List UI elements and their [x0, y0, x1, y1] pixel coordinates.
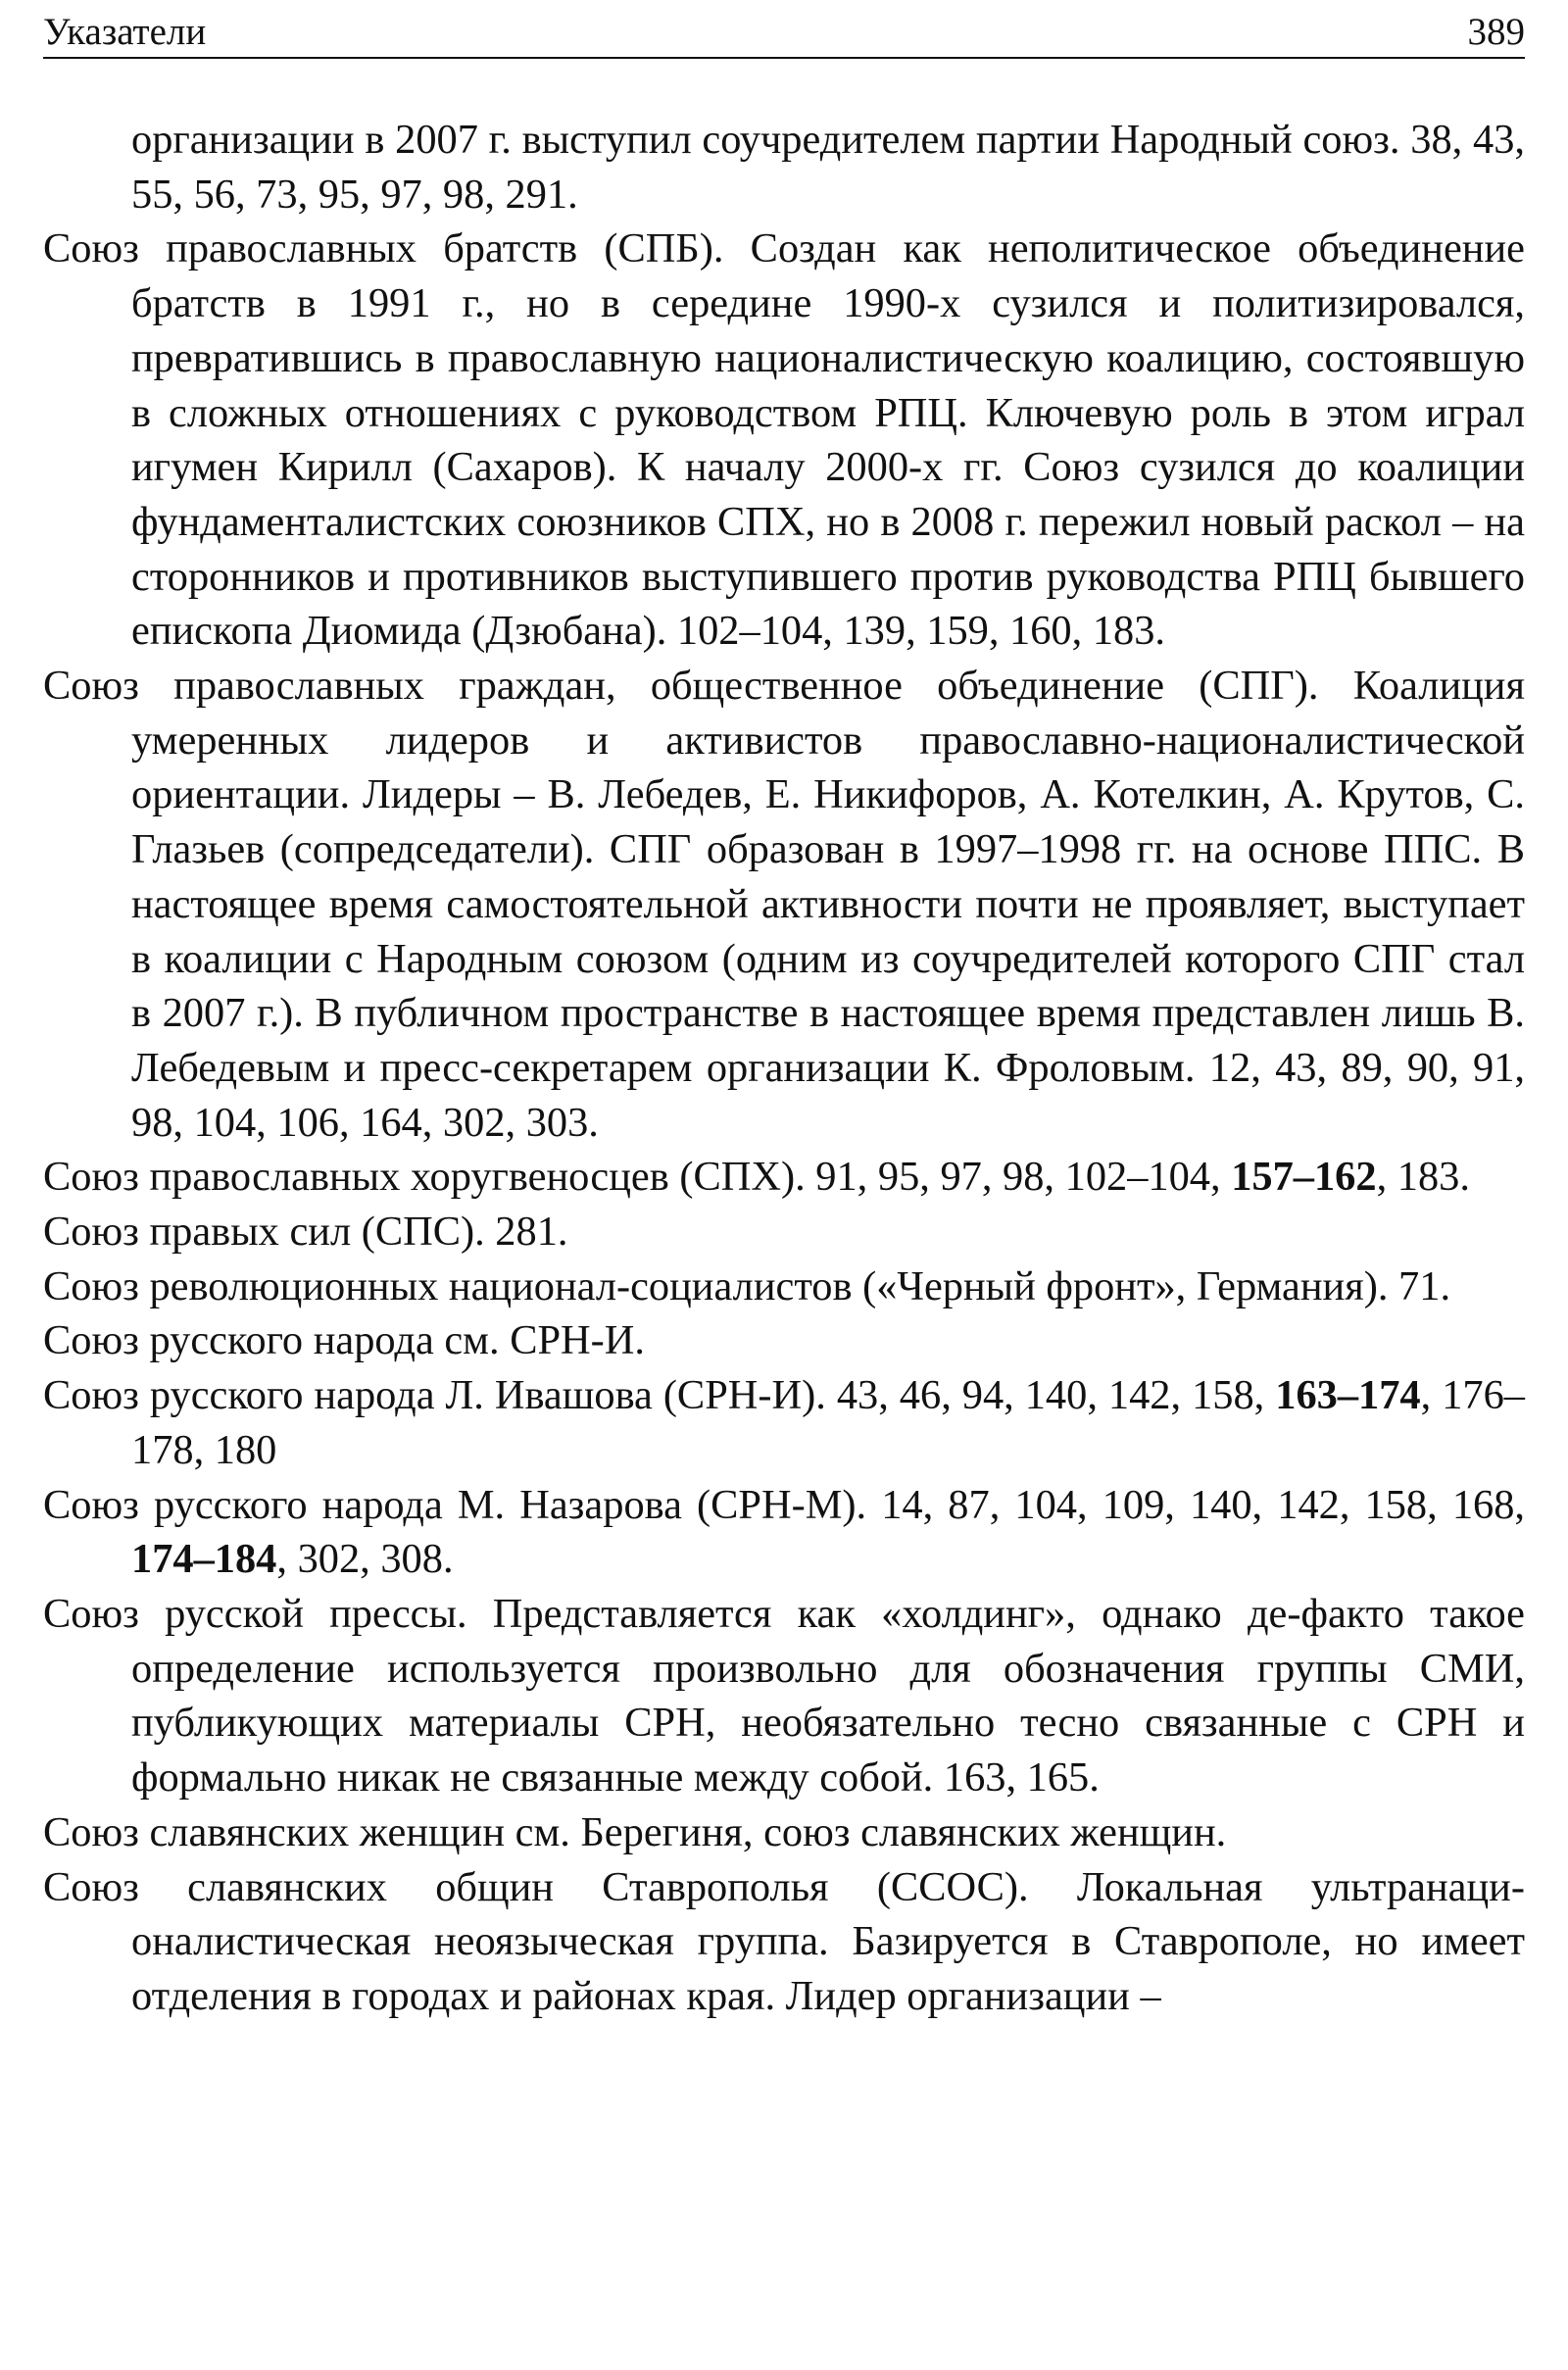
- index-entry-slavic-women: [43, 1805, 1525, 1860]
- index-entry-sph: [43, 1150, 1525, 1205]
- entry-text-after: , 302, 308.: [276, 1536, 454, 1583]
- entry-text-after: , 176–178, 180: [131, 1372, 1525, 1473]
- index-entry-ssos: [43, 1860, 1525, 2024]
- entry-text: Союз революционных национал-социалистов («Черный фронт», Германия). 71.: [43, 1262, 1451, 1309]
- entry-text: Союз православных граждан, общественное объединение (СПГ). Коалиция умеренных лидеров и активистов православно-националистической ориентации. Лидеры – В. Лебедев, Е. Никифоров, А. Котелкин, А. Крутов, С. Глазьев (сопредседатели). СПГ образован в 1997–1998 гг. на основе ППС. В настоящее время самостоятельной активности почти не проявляет, выступает в коалиции с Народным союзом (одним из соучредителей которого СПГ стал в 2007 г.). В публичном пространстве в настоящее время представлен лишь В. Лебедевым и пресс-секретарем организации К. Фроловым. 12, 43, 89, 90, 91, 98, 104, 106, 164, 302, 303.: [43, 663, 1525, 1146]
- index-entry-srn-i: [43, 1368, 1525, 1477]
- header-rule: [43, 57, 1525, 59]
- entry-text: организации в 2007 г. выступил соучредителем партии Народный союз. 38, 43, 55, 56, 73, 95, 97, 98, 291.: [131, 117, 1525, 218]
- entry-text: Союз славянских общин Ставрополья (ССОС). Локальная ультранационалистическая неоязыческая группа. Базируется в Ставрополе, но имеет отделения в городах и районах края. Лидер организации –: [43, 1863, 1525, 2019]
- index-entry-sps: [43, 1205, 1525, 1259]
- index-entry-black-front: [43, 1259, 1525, 1314]
- index-entry-russian-press: [43, 1587, 1525, 1805]
- entry-text: Союз русской прессы. Представляется как «холдинг», однако де-факто такое определение используется произвольно для обозначения группы СМИ, публикующих материалы СРН, необязательно тесно связанные с СРН и формально никак не связанные между собой. 163, 165.: [43, 1590, 1525, 1802]
- entry-text: Союз православных хоругвеносцев (СПХ). 91, 95, 97, 98, 102–104,: [43, 1154, 1232, 1201]
- index-entry-spb: [43, 222, 1525, 659]
- running-header: [43, 6, 1525, 55]
- index-entry-spg: [43, 659, 1525, 1150]
- entry-text: Союз славянских женщин см. Берегиня, союз славянских женщин.: [43, 1808, 1227, 1855]
- entry-bold-pages: 174–184: [131, 1536, 277, 1583]
- entry-text: Союз правых сил (СПС). 281.: [43, 1209, 568, 1256]
- index-entry-srn-ref: [43, 1313, 1525, 1368]
- page-number: 389: [1467, 11, 1525, 53]
- entry-text: Союз русского народа М. Назарова (СРН-М). 14, 87, 104, 109, 140, 142, 158, 168,: [43, 1481, 1525, 1528]
- entry-text: Союз русского народа см. СРН-И.: [43, 1317, 645, 1364]
- index-entries: [43, 113, 1525, 2024]
- section-title: Указатели: [43, 11, 207, 53]
- entry-bold-pages: 163–174: [1275, 1372, 1421, 1419]
- entry-text: Союз православных братств (СПБ). Создан как неполитическое объединение братств в 1991 г., но в середине 1990-х сузился и политизировался, превратившись в православную националистическую коалицию, состоявшую в сложных отношениях с руководством РПЦ. Ключевую роль в этом играл игумен Кирилл (Сахаров). К началу 2000-х гг. Союз сузился до коалиции фундаменталистских союзников СПХ, но в 2008 г. пережил новый раскол – на сторонников и противников выступившего против руководства РПЦ бывшего епископа Диомида (Дзюбана). 102–104, 139, 159, 160, 183.: [43, 225, 1525, 655]
- book-page: [43, 0, 1525, 2370]
- entry-text-after: , 183.: [1376, 1154, 1470, 1201]
- index-entry-srn-m: [43, 1478, 1525, 1587]
- entry-text: Союз русского народа Л. Ивашова (СРН-И). 43, 46, 94, 140, 142, 158,: [43, 1372, 1276, 1419]
- index-entry-continued: [43, 113, 1525, 222]
- entry-bold-pages: 157–162: [1231, 1154, 1377, 1201]
